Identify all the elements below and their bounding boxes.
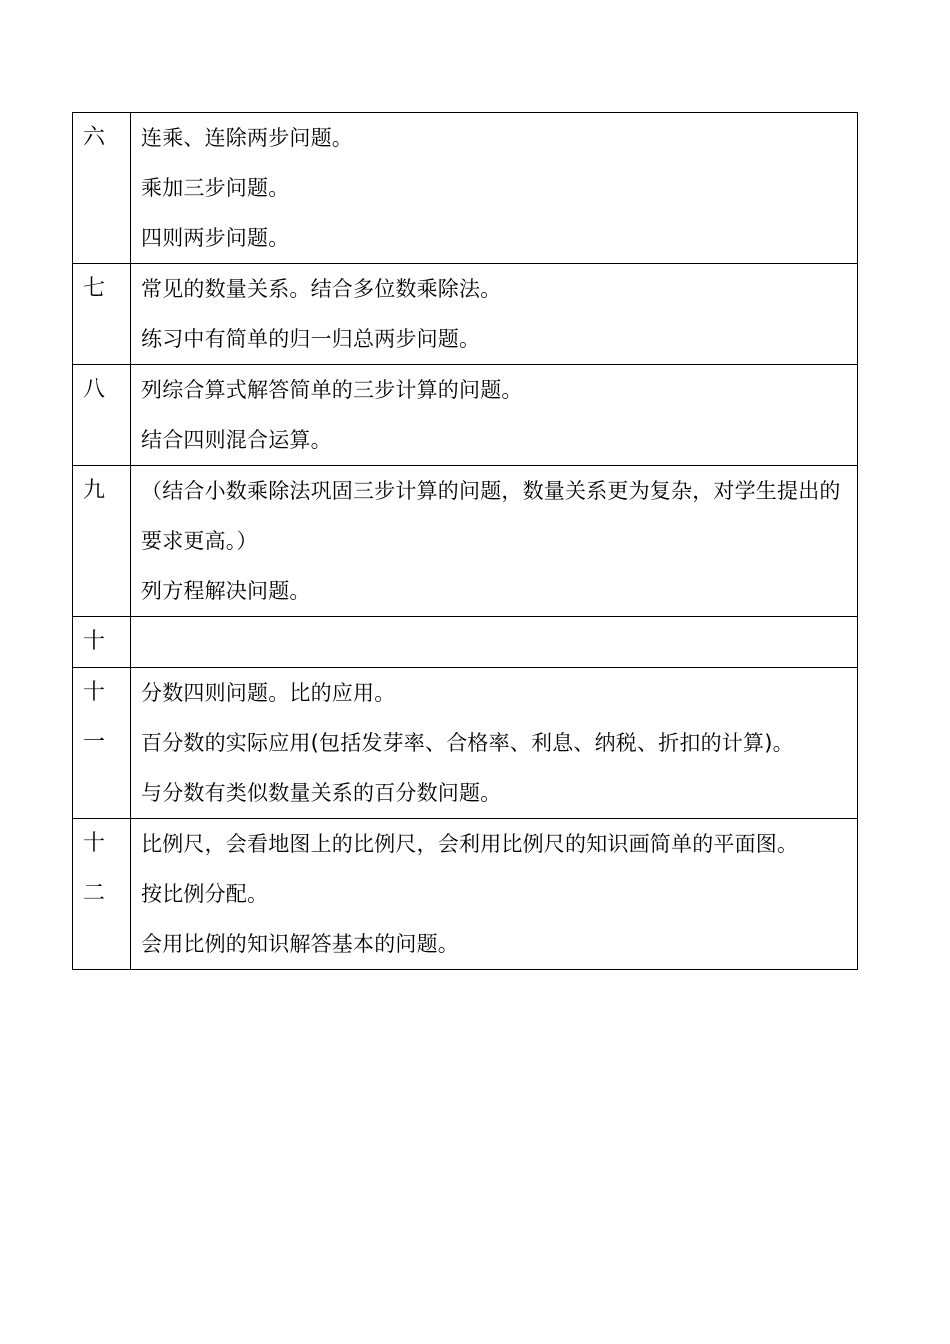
row-number: 十: [83, 831, 106, 856]
table-row: [73, 365, 858, 466]
table-row: [73, 819, 858, 970]
content-line: 练习中有简单的归一归总两步问题。: [141, 327, 481, 351]
row-content-cell: [131, 668, 858, 819]
content-line: 比例尺，会看地图上的比例尺，会利用比例尺的知识画简单的平面图。: [141, 832, 799, 856]
content-line: 按比例分配。: [141, 882, 269, 906]
content-line: 会用比例的知识解答基本的问题。: [141, 932, 459, 956]
content-line: 四则两步问题。: [141, 226, 290, 250]
row-number-cell: [73, 113, 131, 264]
row-number-cell: [73, 264, 131, 365]
content-line: 连乘、连除两步问题。: [141, 126, 353, 150]
row-number: 十: [83, 629, 106, 654]
row-content-cell: [131, 617, 858, 668]
row-number: 六: [83, 125, 106, 150]
table-row: [73, 617, 858, 668]
content-table: [72, 112, 858, 970]
content-line: 列综合算式解答简单的三步计算的问题。: [141, 378, 523, 402]
content-line: 常见的数量关系。结合多位数乘除法。: [141, 277, 502, 301]
content-line: 百分数的实际应用(包括发芽率、合格率、利息、纳税、折扣的计算)。: [141, 731, 794, 755]
row-number-cell: [73, 668, 131, 819]
row-content-cell: [131, 365, 858, 466]
row-number-cell: [73, 466, 131, 617]
row-number: 七: [83, 276, 106, 301]
content-line: 分数四则问题。比的应用。: [141, 681, 396, 705]
table-row: [73, 668, 858, 819]
row-number-cell: [73, 365, 131, 466]
content-line: 结合四则混合运算。: [141, 428, 332, 452]
row-number: 十: [83, 680, 106, 705]
row-number: 九: [83, 478, 106, 503]
row-content-cell: [131, 264, 858, 365]
row-number-cell: [73, 617, 131, 668]
content-line: 乘加三步问题。: [141, 176, 290, 200]
row-number: 二: [83, 881, 106, 906]
empty-content: [141, 617, 849, 667]
row-content-cell: [131, 113, 858, 264]
content-line: 与分数有类似数量关系的百分数问题。: [141, 781, 502, 805]
table-row: [73, 264, 858, 365]
table-row: [73, 466, 858, 617]
row-content-cell: [131, 466, 858, 617]
content-line: （结合小数乘除法巩固三步计算的问题，数量关系更为复杂，对学生提出的要求更高。）: [141, 479, 841, 553]
row-number-cell: [73, 819, 131, 970]
row-number: 八: [83, 377, 106, 402]
table-row: [73, 113, 858, 264]
row-number: 一: [83, 730, 106, 755]
row-content-cell: [131, 819, 858, 970]
content-line: 列方程解决问题。: [141, 579, 311, 603]
